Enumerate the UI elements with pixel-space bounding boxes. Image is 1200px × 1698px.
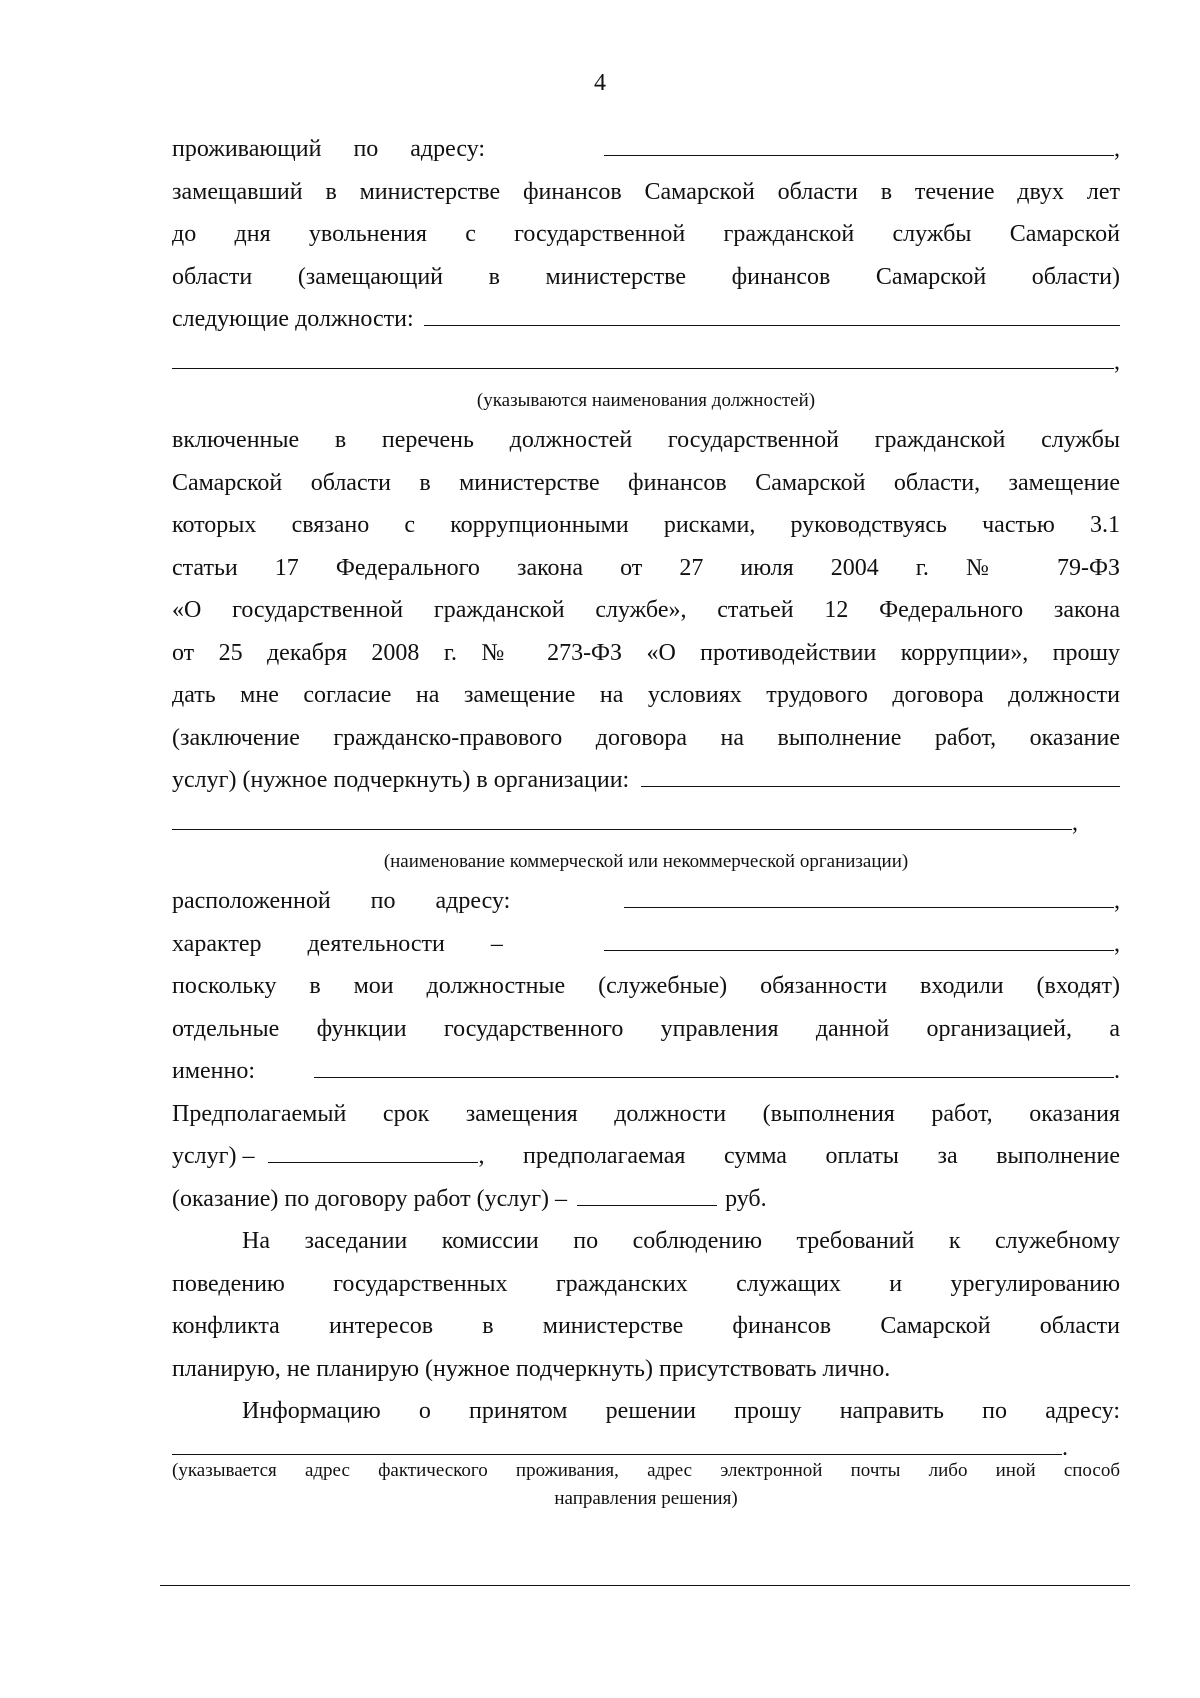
org-address-blank (624, 883, 1114, 908)
text-line: которых связано с коррупционными рисками, руководствуясь частью 3.1 (172, 512, 1120, 538)
caption-organization: (наименование коммерческой или некоммерческой организации) (383, 851, 909, 872)
period: . (1062, 1434, 1068, 1461)
comma: , (1114, 348, 1120, 375)
line-positions-continued (172, 341, 1120, 384)
term-label: услуг) – (172, 1143, 255, 1169)
text-line: дать мне согласие на замещение на условиях трудового договора должности (172, 682, 1120, 708)
text-line: замещавший в министерстве финансов Самарской области в течение двух лет (172, 178, 1120, 205)
text-line: Предполагаемый срок замещения должности (выполнения работ, оказания (172, 1100, 1120, 1127)
text-line: Информацию о принятом решении прошу направить по адресу: (242, 1398, 1120, 1424)
comma: , (1114, 136, 1120, 162)
comma: , (1114, 930, 1120, 957)
payment-blank (577, 1181, 717, 1206)
organization-blank (641, 762, 1120, 787)
line-address (172, 128, 1120, 171)
line-term (172, 1135, 1120, 1178)
line-functions (172, 1050, 1120, 1093)
payment-label: (оказание) по договору работ (услуг) – (172, 1185, 568, 1212)
text-line: Самарской области в министерстве финансов Самарской области, замещение (172, 469, 1120, 496)
line-activity (172, 923, 1120, 966)
line-org-address (172, 880, 1120, 923)
line-positions (172, 298, 1120, 341)
activity-label: характер деятельности – (172, 930, 503, 957)
functions-blank (314, 1053, 1114, 1078)
reply-address-blank (172, 1440, 1062, 1455)
functions-label: именно: (172, 1058, 256, 1084)
organization-blank-2 (172, 805, 1072, 830)
signature-rule (160, 1585, 1130, 1586)
text-line: до дня увольнения с государственной гражданской службы Самарской (172, 221, 1120, 247)
address-blank (604, 131, 1114, 156)
activity-blank (604, 926, 1114, 951)
line-reply-address (172, 1433, 1120, 1461)
caption-reply-2: направления решения) (554, 1487, 738, 1509)
text-line: включенные в перечень должностей государственной гражданской службы (172, 427, 1120, 453)
caption-positions: (указываются наименования должностей) (476, 390, 816, 411)
text-line: конфликта интересов в министерстве финансов Самарской области (172, 1313, 1120, 1339)
org-address-label: расположенной по адресу: (172, 888, 511, 914)
text-line: планирую, не планирую (нужное подчеркнуть) присутствовать лично. (172, 1355, 891, 1382)
positions-blank (424, 301, 1120, 326)
period: . (1114, 1058, 1120, 1084)
comma: , (1114, 888, 1120, 914)
text-line: от 25 декабря 2008 г. № 273-ФЗ «О противодействии коррупции», прошу (172, 639, 1120, 666)
document-body (172, 128, 1120, 1513)
line-payment (172, 1178, 1120, 1221)
line-organization (172, 759, 1120, 802)
positions-label: следующие должности: (172, 306, 414, 332)
term-blank (268, 1138, 478, 1163)
address-label: проживающий по адресу: (172, 136, 486, 162)
comma: , (1072, 809, 1078, 836)
text-line: области (замещающий в министерстве финансов Самарской области) (172, 263, 1120, 290)
text-line: статьи 17 Федерального закона от 27 июля 2004 г. № 79-ФЗ (172, 554, 1120, 581)
page-number: 4 (594, 70, 606, 96)
rub-label: руб. (725, 1185, 767, 1212)
text-line: поведению государственных гражданских служащих и урегулированию (172, 1270, 1120, 1297)
term-rest: , предполагаемая сумма оплаты за выполнение (478, 1143, 1120, 1169)
text-line: поскольку в мои должностные (служебные) обязанности входили (входят) (172, 973, 1120, 999)
caption-reply-1: (указывается адрес фактического проживания, адрес электронной почты либо иной способ (172, 1459, 1120, 1481)
text-line: отдельные функции государственного управления данной организацией, а (172, 1015, 1120, 1042)
organization-label: услуг) (нужное подчеркнуть) в организации: (172, 767, 630, 793)
positions-blank-2 (172, 344, 1114, 369)
text-line: На заседании комиссии по соблюдению требований к служебному (242, 1228, 1120, 1254)
text-line: «О государственной гражданской службе», статьей 12 Федерального закона (172, 597, 1120, 623)
text-line: (заключение гражданско-правового договора на выполнение работ, оказание (172, 724, 1120, 751)
line-organization-continued (172, 802, 1120, 845)
